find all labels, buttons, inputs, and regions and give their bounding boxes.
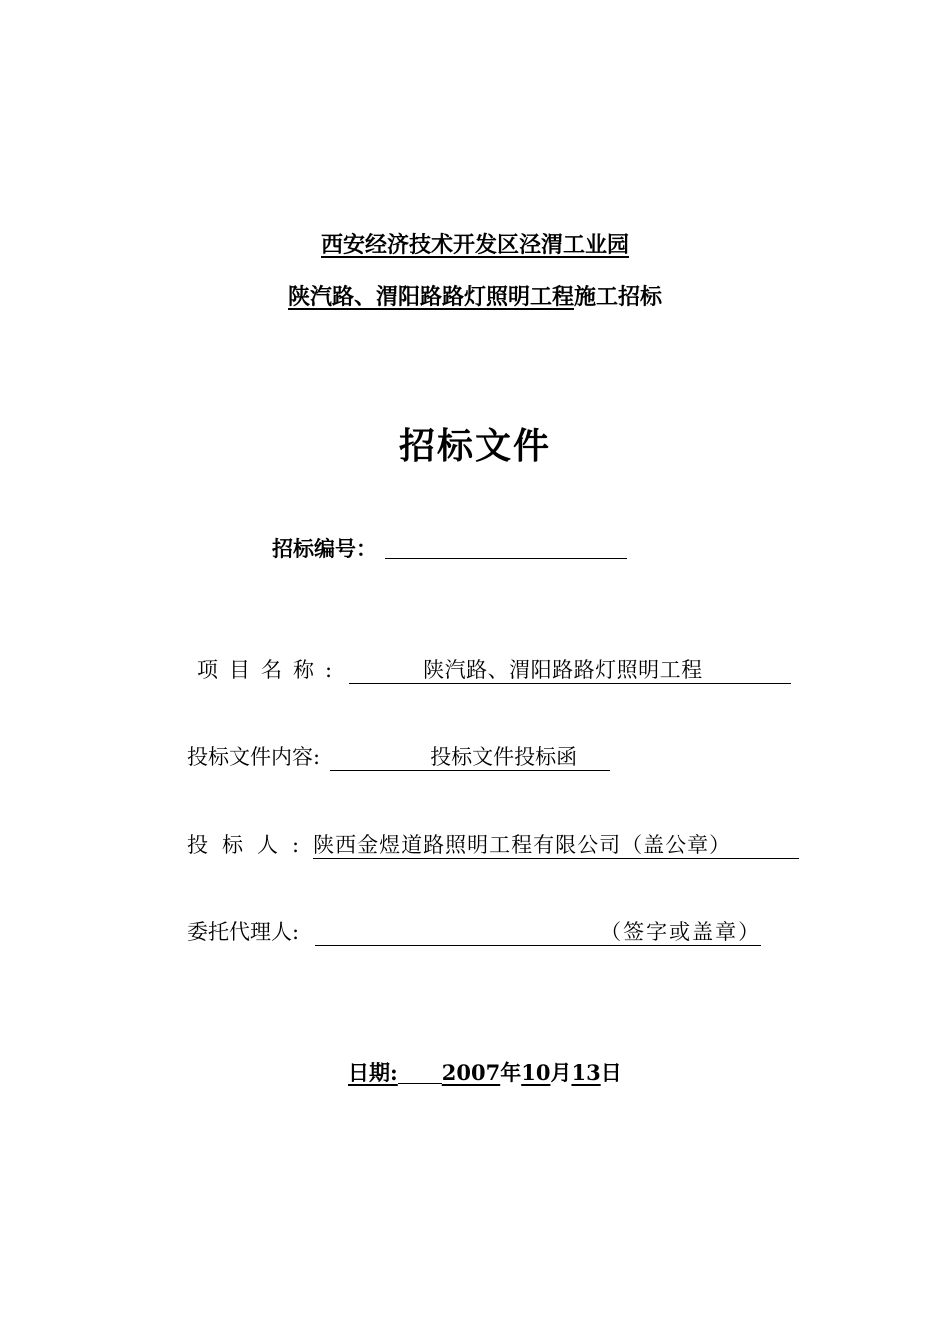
title-line-2 — [0, 286, 950, 308]
content-row — [187, 747, 610, 771]
project-name-value: 陕汽路、渭阳路路灯照明工程 — [423, 658, 703, 682]
title-line-2-suffix: 施工招标 — [574, 284, 663, 310]
title-line-1 — [0, 234, 950, 256]
date-month: 10 — [521, 1060, 551, 1085]
date-label: 日期: — [348, 1060, 398, 1085]
project-name-field — [349, 660, 791, 684]
date-day-unit: 日 — [600, 1060, 622, 1085]
date-year: 2007 — [441, 1060, 501, 1085]
date-row — [348, 1062, 622, 1083]
bidder-row — [187, 835, 799, 859]
project-name-label: 项目名称: — [197, 658, 344, 682]
document-title: 招标文件 — [398, 425, 551, 467]
date-month-unit: 月 — [550, 1060, 572, 1085]
bid-number-blank — [385, 535, 627, 559]
agent-row — [187, 922, 761, 946]
agent-field — [315, 922, 761, 946]
date-year-unit: 年 — [500, 1060, 522, 1085]
title-line-1-text: 西安经济技术开发区泾渭工业园 — [320, 232, 629, 258]
bid-number-label: 招标编号： — [272, 536, 377, 562]
agent-value: （签字或盖章） — [600, 920, 762, 944]
bid-number-row — [272, 535, 627, 562]
content-value: 投标文件投标函 — [430, 745, 578, 769]
agent-label: 委托代理人: — [187, 920, 300, 944]
project-name-row — [187, 660, 791, 684]
bidder-field — [313, 835, 799, 859]
content-label: 投标文件内容: — [187, 745, 321, 769]
date-day: 13 — [571, 1060, 601, 1085]
content-field — [330, 747, 610, 771]
bidder-value: 陕西金煜道路照明工程有限公司（盖公章） — [313, 833, 732, 857]
title-line-2-project: 陕汽路、渭阳路路灯照明工程 — [287, 284, 574, 310]
bidder-label: 投标人: — [187, 833, 314, 857]
date-gap — [398, 1062, 442, 1084]
